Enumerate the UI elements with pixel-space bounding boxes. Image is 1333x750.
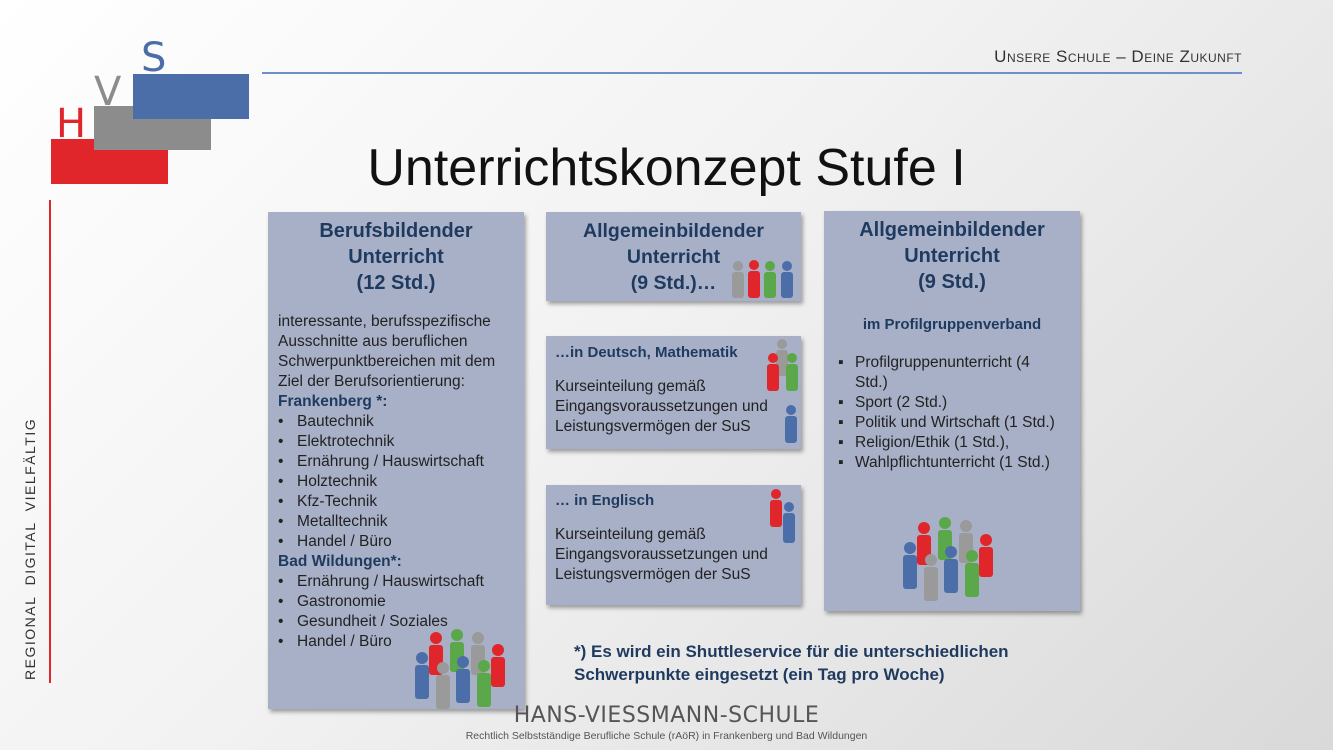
person-icon <box>732 261 744 298</box>
logo-letter-h: H <box>56 101 87 147</box>
people-group-icon <box>764 487 804 547</box>
box5-subheading: im Profilgruppenverband <box>862 316 1042 333</box>
box1-heading-line: Berufsbildender <box>319 220 473 242</box>
person-icon <box>783 502 795 543</box>
list-item: • Handel / Büro <box>278 532 514 552</box>
list-item: ▪ Religion/Ethik (1 Std.), <box>836 433 1068 453</box>
person-icon <box>903 542 917 589</box>
box-englisch <box>546 485 801 605</box>
person-icon <box>764 261 776 298</box>
list-item: ▪ Wahlpflichtunterricht (1 Std.) <box>836 453 1068 473</box>
people-group-icon <box>728 258 800 300</box>
header-slogan: Unsere Schule – Deine Zukunft <box>994 47 1242 66</box>
people-group-icon <box>762 338 806 446</box>
box1-intro: interessante, berufsspezifische Ausschnitte aus beruflichen Schwerpunktbereichen mit dem Ziel der Berufsorientierung: <box>278 313 496 390</box>
logo-letter-v: V <box>94 69 122 115</box>
person-icon <box>477 660 491 707</box>
person-icon <box>965 550 979 597</box>
list-item: • Metalltechnik <box>278 512 514 532</box>
list-item: ▪ Politik und Wirtschaft (1 Std.) <box>836 413 1068 433</box>
header-divider <box>262 72 1242 74</box>
people-crowd-icon <box>898 516 1002 604</box>
person-icon <box>924 554 938 601</box>
person-icon <box>785 405 797 443</box>
box1-location-bad-wildungen: Bad Wildungen*: <box>278 553 402 570</box>
list-item: ▪ Sport (2 Std.) <box>836 393 1068 413</box>
box1-heading <box>278 218 514 296</box>
person-icon <box>767 353 779 391</box>
list-item: • Ernährung / Hauswirtschaft <box>278 572 514 592</box>
box2-heading-line: Unterricht <box>626 246 721 268</box>
box5-heading-line: Unterricht <box>904 245 1000 267</box>
box1-heading-line: Unterricht <box>348 246 444 268</box>
sidebar-tagline: REGIONAL DIGITAL VIELFÄLTIG <box>22 417 38 680</box>
person-icon <box>748 260 760 298</box>
list-item: • Kfz-Technik <box>278 492 514 512</box>
list-item: • Gastronomie <box>278 592 514 612</box>
box5-heading-line: (9 Std.) <box>918 271 986 293</box>
footer-school-subline: Rechtlich Selbstständige Berufliche Schule (rAöR) in Frankenberg und Bad Wildungen <box>465 730 868 742</box>
list-item: • Elektrotechnik <box>278 432 514 452</box>
person-icon <box>781 261 793 298</box>
person-icon <box>456 656 470 703</box>
box3-text: Kurseinteilung gemäß Eingangsvoraussetzungen und Leistungsvermögen der SuS <box>555 378 768 435</box>
list-item: ▪ Profilgruppenunterricht (4 Std.) <box>836 353 1035 393</box>
box4-heading: … in Englisch <box>555 492 655 509</box>
box2-heading-line: (9 Std.)… <box>630 272 717 294</box>
footer-school-name: HANS-VIESSMANN-SCHULE <box>513 703 820 728</box>
list-item: • Gesundheit / Soziales <box>278 612 514 632</box>
box5-list <box>836 353 1068 473</box>
person-icon <box>944 546 958 593</box>
person-icon <box>786 353 798 391</box>
list-item: • Handel / Büro <box>278 632 514 652</box>
box3-heading: …in Deutsch, Mathematik <box>555 344 738 361</box>
box4-text: Kurseinteilung gemäß Eingangsvoraussetzungen und Leistungsvermögen der SuS <box>555 526 768 583</box>
list-item: • Holztechnik <box>278 472 514 492</box>
shuttle-footnote: *) Es wird ein Shuttleservice für die unterschiedlichen Schwerpunkte eingesetzt (ein Tag pro Woche) <box>574 642 1009 684</box>
box2-heading-line: Allgemeinbildender <box>583 220 764 242</box>
person-icon <box>436 662 450 709</box>
list-item: • Bautechnik <box>278 412 514 432</box>
box1-location-frankenberg: Frankenberg *: <box>278 393 388 410</box>
person-icon <box>415 652 429 699</box>
person-icon <box>979 534 993 577</box>
box5-heading <box>836 217 1068 295</box>
sidebar-divider <box>49 200 51 683</box>
page-title: Unterrichtskonzept Stufe I <box>367 139 966 197</box>
box1-frankenberg-list <box>278 412 514 552</box>
people-crowd-icon <box>410 628 514 712</box>
box1-heading-line: (12 Std.) <box>356 272 436 294</box>
logo-letter-s: S <box>141 35 167 81</box>
box5-heading-line: Allgemeinbildender <box>859 219 1045 241</box>
person-icon <box>770 489 782 527</box>
list-item: • Ernährung / Hauswirtschaft <box>278 452 514 472</box>
person-icon <box>491 644 505 687</box>
